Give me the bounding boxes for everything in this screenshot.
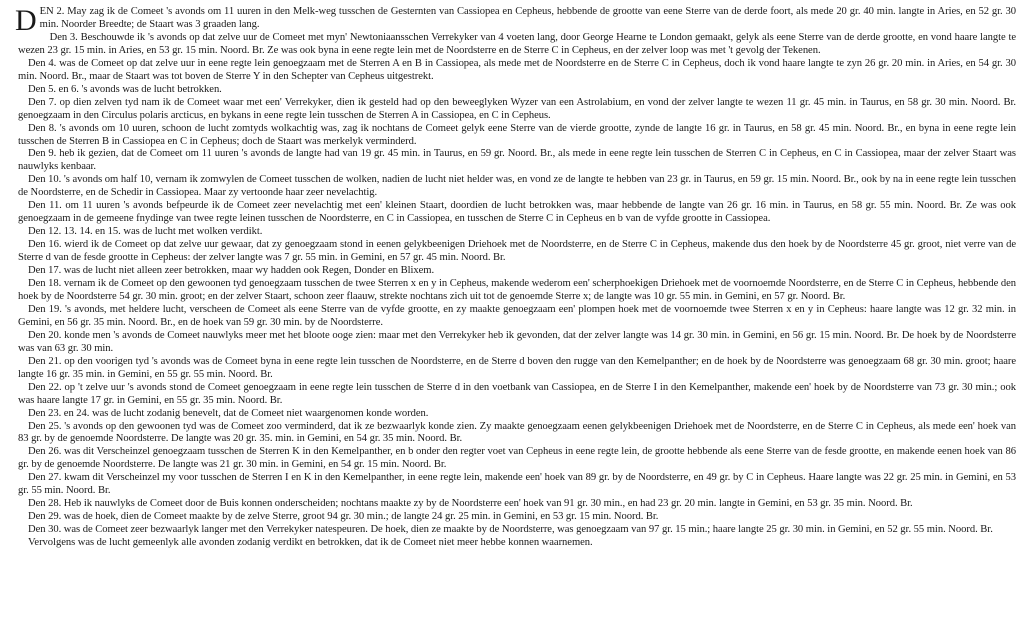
paragraph-text: EN 2. May zag ik de Comeet 's avonds om 11 uuren in den Melk-weg tusschen de Gesternten van Cassiopea en Cepheus, hebbende de grootte van eene Sterre van de derde foort, als mede 20 gr. 40 min. langte in Aries, en 52 gr. 30 min. Noorder Breedte; de Staart was 3 graaden lang. xyxy=(39,6,1016,30)
paragraph: Den 3. Beschouwde ik 's avonds op dat zelve uur de Comeet met myn' Newtoniaansschen Verrekyker van 4 voeten lang, door George Hearne te London gemaakt, gelyk als eene Sterre van de derde grootte, en vond haare langte te wezen 23 gr. 15 min. in Aries, en 53 gr. 15 min. Noord. Br. Ze was ook byna in eene regte lein met de Noordsterre en de Sterre C in Cepheus, en der zelver loop was met 't gevolg der Tekenen. xyxy=(18,31,1016,56)
paragraph: Den 21. op den voorigen tyd 's avonds was de Comeet byna in eene regte lein tusschen de Noordsterre, en de Sterre d boven den rugge van den Kemelpanther; en de hoek by de Noordsterre was genoegzaam 68 gr. 30 min. groot; haare langte 16 gr. 35 min. in Gemini, en 55 gr. 55 min. Noord. Br. xyxy=(18,355,1016,380)
paragraph: Den 17. was de lucht niet alleen zeer betrokken, maar wy hadden ook Regen, Donder en Blixem. xyxy=(28,265,435,277)
paragraph xyxy=(15,4,1016,37)
paragraph: Den 10. 's avonds om half 10, vernam ik zomwylen de Comeet tusschen de wolken, nadien de lucht niet helder was, en vond ze de langte te hebben van 23 gr. in Taurus, en 59 gr. 15 min. Noord. Br., ook by na in eene regte lein tusschen de Noordsterre, en de Schedir in Cassiopea. Maar zy vertoonde haar zeer nevelachtig. xyxy=(18,174,1016,199)
paragraph: Den 16. wierd ik de Comeet op dat zelve uur gewaar, dat zy genoegzaam stond in eenen gelykbeenigen Driehoek met de Noordsterre, en de Sterre C in Cepheus, makende dus den hoek by de Noordsterre 45 gr. groot, niet verre van de Sterre d van de fesde grootte in Cepheus: der zelver langte was 7 gr. 55 min. in Gemini, en 57 gr. 45 min. Noord. Br. xyxy=(18,239,1016,264)
paragraph: Den 23. en 24. was de lucht zodanig benevelt, dat de Comeet niet waargenomen konde worden. xyxy=(28,407,429,419)
paragraph: Den 4. was de Comeet op dat zelve uur in eene regte lein genoegzaam met de Sterren A en B in Cassiopea, als mede met de Noordsterre en de Sterre C in Cepheus, doch ik vond haare langte te zyn 26 gr. 20 min. in Aries, en 54 gr. 30 min. Noord. Br., maar de Staart was tot boven de Sterre Y in den Schepter van Cepheus uitgestrekt. xyxy=(18,57,1016,82)
paragraph: Den 29. was de hoek, dien de Comeet maakte by de zelve Sterre, groot 94 gr. 30 min.; de langte 24 gr. 25 min. in Gemini, en 53 gr. 15 min. Noord. Br. xyxy=(28,511,659,523)
paragraph: Den 18. vernam ik de Comeet op den gewoonen tyd genoegzaam tusschen de twee Sterren x en y in Cepheus, makende wederom een' scherphoekigen Driehoek met de voornoemde Noordsterre, en de Sterre C in Cepheus, hebbende den hoek by de Noordsterre 54 gr. 30 min. groot; en der zelver Staart, schoon zeer flaauw, strekte nochtans zich uit tot de genoemde Sterre x; de langte was 10 gr. 55 min. in Gemini, en 57 gr. Noord. Br. xyxy=(18,278,1016,302)
paragraph: Den 19. 's avonds, met heldere lucht, verscheen de Comeet als eene Sterre van de vyfde grootte, en zy maakte genoegzaam een' plompen hoek met de voornoemde twee Sterren x en y in Cepheus: haare langte was 12 gr. 32 min. in Gemini, en 56 gr. 35 min. Noord. Br., en de hoek van 59 gr. 30 min. by de Noordsterre. xyxy=(18,303,1016,328)
paragraph: Den 30. was de Comeet zeer bezwaarlyk langer met den Verrekyker natespeuren. De hoek, dien ze maakte by de Noordsterre, was genoegzaam van 97 gr. 15 min.; haare langte 25 gr. 30 min. in Gemini, en 52 gr. 55 min. Noord. Br. xyxy=(28,524,993,536)
paragraph: Den 28. Heb ik nauwlyks de Comeet door de Buis konnen onderscheiden; nochtans maakte zy by de Noordsterre een' hoek van 91 gr. 30 min., en had 23 gr. 20 min. langte in Gemini, en 53 gr. 35 min. Noord. Br. xyxy=(28,498,913,510)
paragraph: Den 20. konde men 's avonds de Comeet nauwlyks meer met het bloote ooge zien: maar met den Verrekyker heb ik gevonden, dat der zelver langte was 14 gr. 30 min. in Gemini, en 56 gr. 15 min. Noord. Br. De hoek by de Noordsterre was van 63 gr. 30 min. xyxy=(18,329,1016,354)
paragraph: Vervolgens was de lucht gemeenlyk alle avonden zodanig verdikt en betrokken, dat ik de Comeet niet meer hebbe konnen waarnemen. xyxy=(28,537,593,549)
paragraph: Den 25. 's avonds op den gewoonen tyd was de Comeet zoo verminderd, dat ik ze bezwaarlyk konde zien. Zy maakte genoegzaam eenen gelykbeenigen Driehoek met de Noordsterre, en de Sterre C in Cepheus, als mede een' hoek van 83 gr. by de genoemde Noordsterre. De langte was 20 gr. 35. min. in Gemini, en 54 gr. 35 min. Noord. Br. xyxy=(18,420,1016,445)
paragraph: Den 22. op 't zelve uur 's avonds stond de Comeet genoegzaam in eene regte lein tusschen de Sterre d in den voetbank van Cassiopea, en de Sterre I in den Kemelpanther, makende een' hoek by de Noordsterre van 73 gr. 30 min.; ook was haare langte 17 gr. in Gemini, en 55 gr. 35 min. Noord. Br. xyxy=(18,381,1016,406)
paragraph: Den 7. op dien zelven tyd nam ik de Comeet waar met een' Verrekyker, dien ik gesteld had op den beweeglyken Wyzer van een Astrolabium, en vond der zelver langte te wezen 11 gr. 45 min. in Taurus, en 58 gr. 30 min. Noord. Br. genoegzaam in den Circulus polaris arcticus, en bykans in eene regte lein tusschen de Sterren A in Cassiopea, en C in Cepheus. xyxy=(18,96,1016,121)
paragraph: Den 12. 13. 14. en 15. was de lucht met wolken verdikt. xyxy=(28,226,263,238)
drop-cap: D xyxy=(15,4,37,37)
paragraph: Den 11. om 11 uuren 's avonds befpeurde ik de Comeet zeer nevelachtig met een' kleinen Staart, doordien de lucht betrokken was, maar hebbende de langte van 26 gr. 16 min. in Taurus, en 58 gr. 55 min. Noord. Br. Ze was ook genoegzaam in de gemeene fnydinge van twee regte leinen tusschen de Noordsterre, en C in Cassiopea, en tusschen de Sterre C in Cepheus en b van de vyfde grootte in Cassiopea. xyxy=(18,200,1016,225)
paragraph: Den 9. heb ik gezien, dat de Comeet om 11 uuren 's avonds de langte had van 19 gr. 45 min. in Taurus, en 59 gr. Noord. Br., als mede in eene regte lein tusschen de Sterren C in Cepheus, en C in Cassiopea, maar der zelver Staart was nauwlyks kenbaar. xyxy=(18,148,1016,173)
paragraph: Den 8. 's avonds om 10 uuren, schoon de lucht zomtyds wolkachtig was, zag ik nochtans de Comeet gelyk eene Sterre van de vierde grootte, zynde de langte 16 gr. in Taurus, en 58 gr. 45 min. Noord. Br., en byna in eene regte lein tusschen de Sterren B in Cassiopea en C in Cepheus; doch de Staart was merkelyk verminderd. xyxy=(18,122,1016,147)
paragraph: Den 27. kwam dit Verscheinzel my voor tusschen de Sterren I en K in den Kemelpanther, in eene regte lein, makende een' hoek van 89 gr. by de Noordsterre, en 49 gr. by C in Cepheus. Haare langte was 22 gr. 25 min. in Gemini, en 53 gr. 55 min. Noord. Br. xyxy=(18,472,1016,497)
paragraph: Den 26. was dit Verscheinzel genoegzaam tusschen de Sterren K in den Kemelpanther, en b onder den regter voet van Cepheus in eene regte lein, de grootte hebbende als eene Sterre van de fesde grootte, en makende eenen hoek van 86 gr. by de genoemde Noordsterre. De langte was 21 gr. 30 min. in Gemini, en 54 gr. 15 min. Noord. Br. xyxy=(18,446,1016,471)
paragraph: Den 5. en 6. 's avonds was de lucht betrokken. xyxy=(28,83,222,95)
